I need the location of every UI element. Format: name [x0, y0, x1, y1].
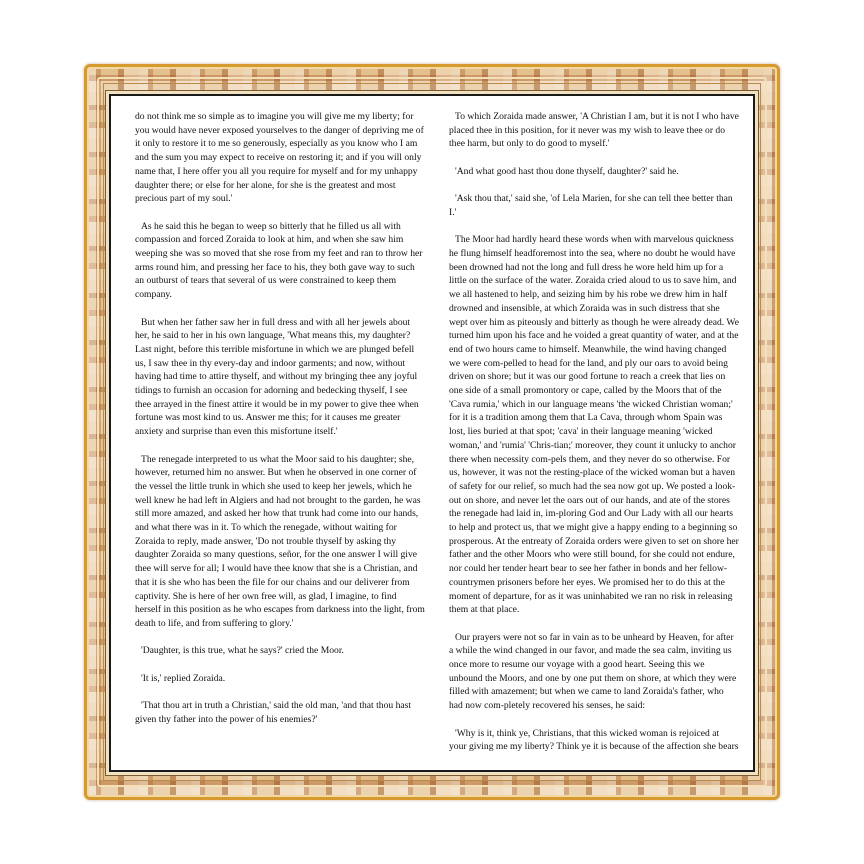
decorative-frame — [84, 64, 780, 800]
book-page — [109, 94, 755, 772]
paragraph: 'That thou art in truth a Christian,' said the old man, 'and that thou hast given thy father into the power of his enemies?' — [135, 700, 412, 725]
paragraph: To which Zoraida made answer, 'A Christian I am, but it is not I who have placed thee in this position, for it never was my wish to leave thee or do thee harm, but only to do good to myself.' — [449, 111, 739, 150]
paragraph: 'Why is it, think ye, Christians, that this wicked woman is rejoiced at your giving me my liberty? Think ye it is because of the affection she bears — [449, 727, 739, 753]
paragraph: As he said this he began to weep so bitterly that he filled us all with compassion and forced Zoraida to look at him, and when she saw him weeping she was so moved that she rose from my feet and ran to throw her arms round him, and pressing her face to his, they both gave way to such an outburst of tears that several of us were constrained to keep them company. — [135, 220, 423, 301]
paragraph: But when her father saw her in full dress and with all her jewels about her, he said to her in his own language, 'What means this, my daughter? Last night, before this terrible misfortune in which we are plunged befell us, I saw thee in thy every-day and indoor garments; and now, without having had time to attire thyself, and without my bringing thee any joyful tidings to furnish an occasion for adorning and bedecking thyself, I see thee arrayed in the finest attire it would be in my power to give thee when fortune was most kind to us. Answer me this; for it causes me greater anxiety and surprise than even this misfortune itself.' — [135, 316, 419, 438]
paragraph: do not think me so simple as to imagine you will give me my liberty; for you would have never exposed yourselves to the danger of depriving me of it only to restore it to me so generously, especially as you know who I am and the sum you may expect to receive on restoring it; and if you will only name that, I here offer you all you require for myself and for my unhappy daughter there; or else for her alone, for she is the greatest and most precious part of my soul.' — [135, 111, 424, 205]
paragraph: Our prayers were not so far in vain as to be unheard by Heaven, for after a while the wind changed in our favor, and made the sea calm, inviting us once more to resume our voyage with a good heart. Seeing this we unbound the Moors, and one by one put them on shore, at which they were filled with amazement; but when we came to land Zoraida's father, who had now com-pletely recovered his senses, he said: — [449, 631, 737, 712]
paragraph: The renegade interpreted to us what the Moor said to his daughter; she, however, returned him no answer. But when he observed in one corner of the vessel the little trunk in which she used to keep her jewels, which he well knew he had left in Algiers and had not brought to the garden, he was still more amazed, and asked her how that trunk had come into our hands, and what there was in it. To which the renegade, without waiting for Zoraida to reply, made answer, 'Do not trouble thyself by asking thy daughter Zoraida so many questions, señor, for the one answer I will give thee will serve for all; I would have thee know that she is a Christian, and that it is she who has been the file for our chains and our deliverer from captivity. She is here of her own free will, as glad, I imagine, to find herself in this position as he who escapes from darkness into the light, from death to life, and from suffering to glory.' — [135, 453, 425, 629]
right-column — [449, 110, 739, 768]
paragraph: 'Daughter, is this true, what he says?' cried the Moor. — [141, 645, 344, 657]
paragraph: 'Ask thou that,' said she, 'of Lela Marien, for she can tell thee better than I.' — [449, 193, 733, 218]
left-column — [135, 110, 425, 740]
paragraph: 'And what good hast thou done thyself, daughter?' said he. — [455, 165, 679, 177]
paragraph: 'It is,' replied Zoraida. — [141, 672, 226, 684]
paragraph: The Moor had hardly heard these words when with marvelous quickness he flung himself headforemost into the sea, where no doubt he would have been drowned had not the long and full dress he wore held him up for a little on the surface of the water. Zoraida cried aloud to us to save him, and we all hastened to help, and seizing him by his robe we drew him in half drowned and insensible, at which Zoraida was in such distress that she wept over him as piteously and bitterly as though he were already dead. We turned him upon his face and he voided a great quantity of water, and at the end of two hours came to himself. Meanwhile, the wind having changed we were com-pelled to head for the land, and ply our oars to avoid being driven on shore; but it was our good fortune to reach a creek that lies on one side of a small promontory or cape, called by the Moors that of the 'Cava rumia,' which in our language means 'the wicked Christian woman;' for it is a tradition among them that La Cava, through whom Spain was lost, lies buried at that spot; 'cava' in their language meaning 'wicked woman,' and 'rumia' 'Chris-tian;' moreover, they count it unlucky to anchor there when necessity com-pels them, and they never do so otherwise. For us, however, it was not the resting-place of the wicked woman but a haven of safety for our relief, so much had the sea now got up. We posted a look-out on shore, and never let the oars out of our hands, and ate of the stores the renegade had laid in, im-ploring God and Our Lady with all our hearts to help and protect us, that we might give a happy ending to a beginning so prosperous. At the entreaty of Zoraida orders were given to set on shore her father and the other Moors who were still bound, for she could not endure, nor could her tender heart bear to see her father in bonds and her fellow-countrymen prisoners before her eyes. We promised her to do this at the moment of departure, for as it was uninhabited we ran no risk in releasing them at that place. — [449, 234, 739, 616]
